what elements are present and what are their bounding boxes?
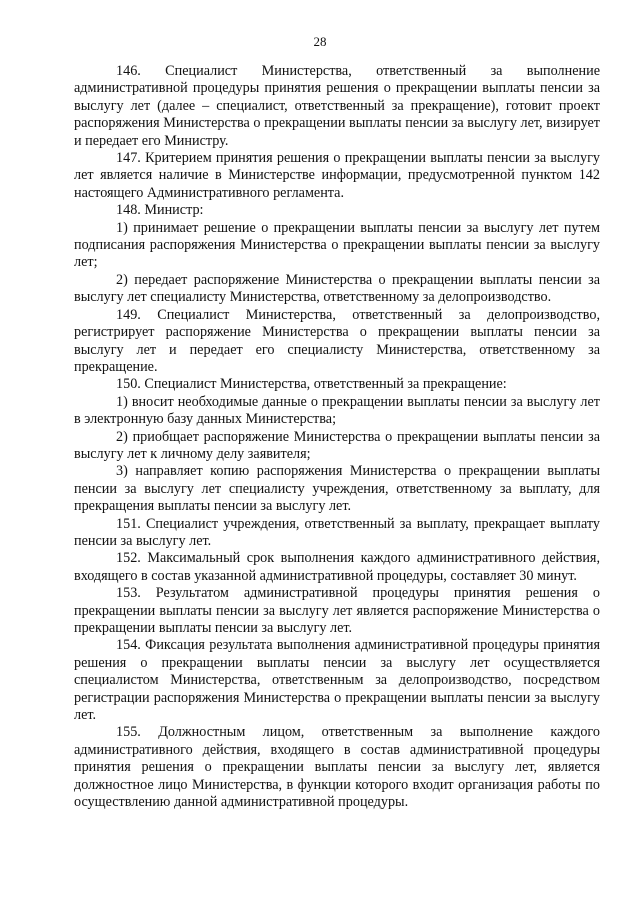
paragraph-148-item-1: 1) принимает решение о прекращении выплаты пенсии за выслугу лет путем подписания распоряжения Министерства о прекращении выплаты пенсии за выслугу лет; [74, 219, 600, 271]
paragraph-150-item-1: 1) вносит необходимые данные о прекращении выплаты пенсии за выслугу лет в электронную базу данных Министерства; [74, 393, 600, 428]
paragraph-146: 146. Специалист Министерства, ответственный за выполнение административной процедуры принятия решения о прекращении выплаты пенсии за выслугу лет (далее – специалист, ответственный за прекращение), готовит проект распоряжения Министерства о прекращении выплаты пенсии за выслугу лет, визирует и передает его Министру. [74, 63, 600, 149]
paragraph-147: 147. Критерием принятия решения о прекращении выплаты пенсии за выслугу лет является наличие в Министерстве информации, предусмотренной пунктом 142 настоящего Административного регламента. [74, 150, 600, 201]
paragraph-148: 148. Министр: [116, 202, 204, 219]
paragraph-153: 153. Результатом административной процедуры принятия решения о прекращении выплаты пенсии за выслугу лет является распоряжение Министерства о прекращении выплаты пенсии за выслугу лет. [74, 585, 600, 636]
paragraph-151: 151. Специалист учреждения, ответственный за выплату, прекращает выплату пенсии за выслугу лет. [74, 515, 600, 549]
document-body [74, 63, 600, 811]
paragraph-150: 150. Специалист Министерства, ответственный за прекращение: [116, 376, 507, 393]
paragraph-149: 149. Специалист Министерства, ответственный за делопроизводство, регистрирует распоряжение Министерства о прекращении выплаты пенсии за выслугу лет и передает его специалисту Министерства, ответственному за прекращение. [74, 306, 600, 375]
paragraph-152: 152. Максимальный срок выполнения каждого административного действия, входящего в состав указанной административной процедуры, составляет 30 минут. [74, 550, 600, 584]
page-number: 28 [313, 34, 327, 49]
paragraph-150-item-2: 2) приобщает распоряжение Министерства о прекращении выплаты пенсии за выслугу лет к личному делу заявителя; [74, 428, 600, 462]
paragraph-154: 154. Фиксация результата выполнения административной процедуры принятия решения о прекращении выплаты пенсии за выслугу лет осуществляется специалистом Министерства, ответственным за делопроизводство, посредством регистрации распоряжения Министерства о прекращении выплаты пенсии за выслугу лет. [74, 637, 600, 724]
paragraph-150-item-3: 3) направляет копию распоряжения Министерства о прекращении выплаты пенсии за выслугу лет специалисту учреждения, ответственному за выплату, для прекращения выплаты пенсии за выслугу лет. [74, 463, 600, 515]
paragraph-148-item-2: 2) передает распоряжение Министерства о прекращении выплаты пенсии за выслугу лет специалисту Министерства, ответственному за делопроизводство. [74, 271, 600, 306]
paragraph-155: 155. Должностным лицом, ответственным за выполнение каждого административного действия, входящего в состав административной процедуры принятия решения о прекращении выплаты пенсии за выслугу лет, является должностное лицо Министерства, в функции которого входит организация работы по осуществлению данной административной процедуры. [74, 724, 600, 811]
